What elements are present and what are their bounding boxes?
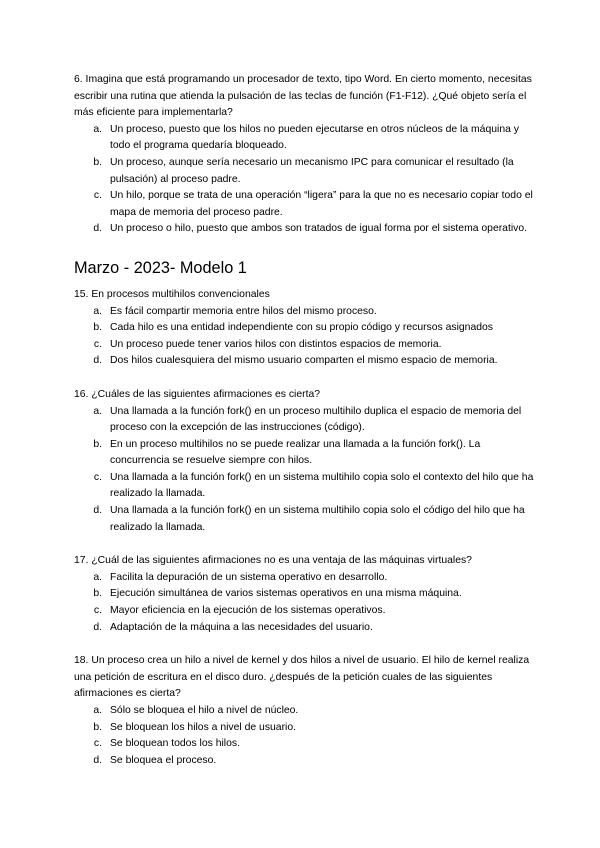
option-16b	[74, 437, 536, 470]
option-text: Ejecución simultánea de varios sistemas operativos en una misma máquina.	[110, 588, 462, 600]
option-letter: d.	[93, 355, 102, 367]
question-15	[74, 287, 536, 370]
option-16d	[74, 503, 536, 536]
option-letter: c.	[93, 338, 102, 350]
option-17d	[74, 620, 536, 637]
option-letter: c.	[93, 471, 102, 483]
option-18b	[74, 720, 536, 737]
question-15-options	[74, 304, 536, 370]
option-text: Un proceso puede tener varios hilos con distintos espacios de memoria.	[110, 338, 442, 350]
option-text: Mayor eficiencia en la ejecución de los sistemas operativos.	[110, 605, 386, 617]
option-text: Una llamada a la función fork() en un proceso multihilo duplica el espacio de memoria del proceso con la excepción de las instrucciones (código).	[110, 405, 522, 434]
option-text: Cada hilo es una entidad independiente con su propio código y recursos asignados	[110, 322, 493, 334]
option-16a	[74, 404, 536, 437]
option-letter: a.	[93, 123, 102, 135]
option-text: En un proceso multihilos no se puede realizar una llamada a la función fork(). La concurrencia se resuelve siempre con hilos.	[110, 438, 481, 467]
option-6c	[74, 188, 536, 221]
option-letter: b.	[93, 438, 102, 450]
question-16	[74, 387, 536, 536]
option-6b	[74, 155, 536, 188]
option-text: Es fácil compartir memoria entre hilos del mismo proceso.	[110, 305, 377, 317]
question-15-text: 15. En procesos multihilos convencionales	[74, 288, 270, 300]
option-15c	[74, 337, 536, 354]
option-letter: b.	[93, 588, 102, 600]
option-letter: d.	[93, 223, 102, 235]
option-letter: b.	[93, 322, 102, 334]
option-letter: d.	[93, 505, 102, 517]
question-18-text: 18. Un proceso crea un hilo a nivel de kernel y dos hilos a nivel de usuario. El hilo de kernel realiza una petición de escritura en el disco duro. ¿después de la petición cuales de las siguientes afirmaciones es cierta?	[74, 655, 530, 700]
option-18a	[74, 703, 536, 720]
option-text: Un proceso o hilo, puesto que ambos son tratados de igual forma por el sistema operativo.	[110, 223, 528, 235]
document-page	[74, 72, 536, 769]
option-text: Se bloquean todos los hilos.	[110, 738, 240, 750]
option-letter: c.	[93, 190, 102, 202]
option-text: Un proceso, aunque sería necesario un mecanismo IPC para comunicar el resultado (la pulsación) al proceso padre.	[110, 156, 514, 185]
option-letter: c.	[93, 605, 102, 617]
option-15a	[74, 304, 536, 321]
option-17a	[74, 570, 536, 587]
question-17-options	[74, 570, 536, 636]
question-6-text: 6. Imagina que está programando un procesador de texto, tipo Word. En cierto momento, necesitas escribir una rutina que atienda la pulsación de las teclas de función (F1-F12). ¿Qué objeto sería el más eficiente para implementarla?	[74, 74, 532, 119]
option-text: Un hilo, porque se trata de una operación “ligera” para la que no es necesario copiar todo el mapa de memoria del proceso padre.	[110, 190, 533, 218]
question-16-text: 16. ¿Cuáles de las siguientes afirmaciones es cierta?	[74, 388, 321, 400]
option-letter: b.	[93, 156, 102, 168]
option-18c	[74, 736, 536, 753]
question-18-options	[74, 703, 536, 769]
option-text: Dos hilos cualesquiera del mismo usuario comparten el mismo espacio de memoria.	[110, 355, 498, 367]
section-heading: Marzo - 2023- Modelo 1	[74, 258, 247, 277]
option-15b	[74, 320, 536, 337]
option-letter: a.	[93, 571, 102, 583]
option-letter: b.	[93, 721, 102, 733]
option-17c	[74, 603, 536, 620]
spacer	[74, 370, 536, 387]
option-15d	[74, 353, 536, 370]
spacer	[74, 636, 536, 653]
option-6d	[74, 221, 536, 238]
question-18	[74, 653, 536, 769]
option-text: Adaptación de la máquina a las necesidades del usuario.	[110, 621, 373, 633]
option-17b	[74, 586, 536, 603]
option-text: Una llamada a la función fork() en un sistema multihilo copia solo el contexto del hilo que ha realizado la llamada.	[110, 471, 534, 500]
option-letter: a.	[93, 705, 102, 716]
question-17	[74, 553, 536, 636]
option-16c	[74, 470, 536, 503]
option-18d	[74, 753, 536, 770]
option-letter: a.	[93, 405, 102, 417]
option-text: Sólo se bloquea el hilo a nivel de núcleo.	[110, 705, 299, 716]
question-16-options	[74, 404, 536, 537]
option-6a	[74, 122, 536, 155]
question-17-text: 17. ¿Cuál de las siguientes afirmaciones no es una ventaja de las máquinas virtuales?	[74, 555, 472, 567]
option-text: Facilita la depuración de un sistema operativo en desarrollo.	[110, 571, 388, 583]
option-text: Una llamada a la función fork() en un sistema multihilo copia solo el código del hilo que ha realizado la llamada.	[110, 505, 525, 533]
question-6	[74, 72, 536, 238]
option-letter: c.	[93, 738, 102, 750]
question-6-options	[74, 122, 536, 238]
option-letter: a.	[93, 305, 102, 317]
option-text: Se bloquea el proceso.	[110, 754, 217, 766]
option-letter: d.	[93, 754, 102, 766]
option-letter: d.	[93, 621, 102, 633]
option-text: Se bloquean los hilos a nivel de usuario.	[110, 721, 297, 733]
option-text: Un proceso, puesto que los hilos no pueden ejecutarse en otros núcleos de la máquina y todo el programa quedaría bloqueado.	[110, 123, 519, 152]
spacer	[74, 536, 536, 553]
